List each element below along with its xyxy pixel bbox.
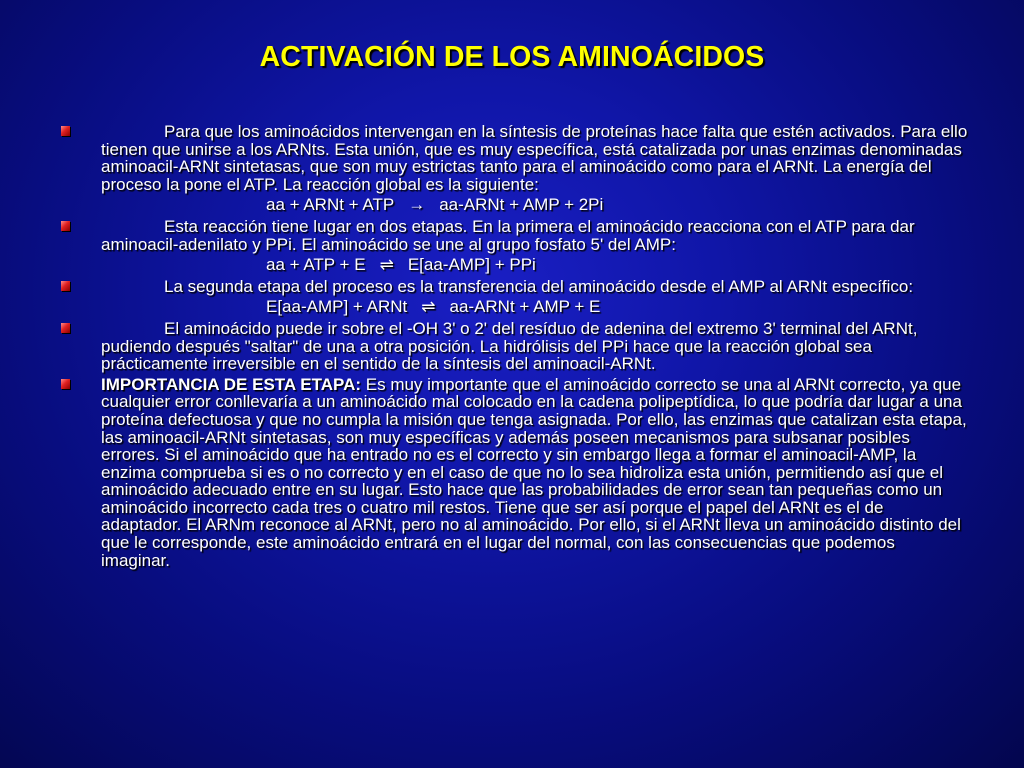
bullet-paragraph	[101, 376, 968, 570]
equation-arrow: →	[408, 195, 426, 215]
bullet-square-icon	[61, 126, 70, 136]
equation-right: E[aa-AMP] + PPi	[407, 255, 536, 275]
bullet-text: La segunda etapa del proceso es la transferencia del aminoácido desde el AMP al ARNt específico:	[164, 276, 914, 296]
bullet-text: El aminoácido puede ir sobre el -OH 3' o 2' del resíduo de adenina del extremo 3' terminal del ARNt, pudiendo después "saltar" de una a otra posición. La hidrólisis del PPi hace que la reacción global sea prácticamente irreversible en el sentido de la síntesis del aminoacil-ARNt.	[101, 318, 918, 374]
bullet-item	[58, 218, 968, 253]
bullet-square-icon	[61, 281, 70, 291]
slide-title: ACTIVACIÓN DE LOS AMINOÁCIDOS	[259, 41, 765, 73]
bullet-item	[58, 123, 968, 193]
bullet-paragraph	[101, 320, 968, 373]
equation-right: aa-ARNt + AMP + E	[449, 297, 601, 317]
bullet-item	[58, 278, 968, 296]
bullet-paragraph	[101, 218, 968, 253]
equation-arrow: ⇌	[421, 297, 436, 317]
bullet-square-icon	[61, 379, 70, 389]
reaction-equation	[58, 196, 968, 214]
bullet-paragraph	[101, 278, 968, 296]
bullet-square-icon	[61, 323, 70, 333]
bullet-square-icon	[61, 221, 70, 231]
bullet-item	[58, 376, 968, 570]
equation-left: aa + ATP + E	[266, 255, 366, 275]
equation-left: E[aa-AMP] + ARNt	[266, 297, 408, 317]
bullet-text: Es muy importante que el aminoácido correcto se una al ARNt correcto, ya que cualquier error conllevaría a un aminoácido mal colocado en la cadena polipeptídica, lo que podría dar lugar a una proteína defectuosa y que no cumpla la misión que tenga asignada. Por ello, las enzimas que catalizan esta etapa, las aminoacil-ARNt sintetasas, son muy específicas y además poseen mecanismos para subsanar posibles errores. Si el aminoácido que ha entrado no es el correcto y sin embargo llega a formar el aminoacil-AMP, la enzima comprueba si es o no correcto y en el caso de que no lo sea hidroliza esta unión, permitiendo así que el aminoácido adecuado entre en su lugar. Esto hace que las probabilidades de error sean tan pequeñas como un aminoácido incorrecto cada tres o cuatro mil restos. Tiene que ser así porque el papel del ARNt es el de adaptador. El ARNm reconoce al ARNt, pero no al aminoácido. Por ello, si el ARNt lleva un aminoácido distinto del que le corresponde, este aminoácido entrará en el lugar del normal, con las consecuencias que podemos imaginar.	[101, 374, 967, 570]
bullet-item	[58, 320, 968, 373]
bullet-text: Esta reacción tiene lugar en dos etapas. En la primera el aminoácido reacciona con el ATP para dar aminoacil-adenilato y PPi. El aminoácido se une al grupo fosfato 5' del AMP:	[101, 216, 915, 254]
bullet-lead: IMPORTANCIA DE ESTA ETAPA:	[101, 374, 362, 394]
bullet-paragraph	[101, 123, 968, 193]
equation-left: aa + ARNt + ATP	[266, 195, 395, 215]
slide-content	[58, 123, 968, 569]
reaction-equation	[58, 256, 968, 274]
reaction-equation	[58, 298, 968, 316]
equation-right: aa-ARNt + AMP + 2Pi	[439, 195, 604, 215]
bullet-text: Para que los aminoácidos intervengan en la síntesis de proteínas hace falta que estén activados. Para ello tienen que unirse a los ARNts. Esta unión, que es muy específica, está catalizada por unas enzimas denominadas aminoacil-ARNt sintetasas, que son muy estrictas tanto para el aminoácido como para el ARNt. La energía del proceso la pone el ATP. La reacción global es la siguiente:	[101, 122, 968, 194]
equation-arrow: ⇌	[379, 255, 394, 275]
